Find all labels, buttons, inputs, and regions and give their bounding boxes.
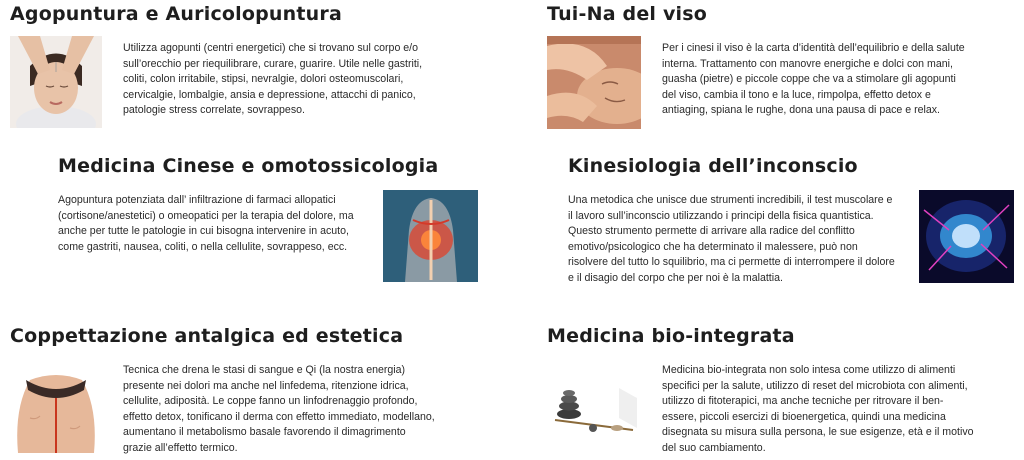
section-title-coppettazione: Coppettazione antalgica ed estetica [10, 325, 404, 347]
back-pain-image [383, 190, 478, 282]
section-text-coppettazione: Tecnica che drena le stasi di sangue e Qi (la nostra energia) presente nei dolori ma anche nel linfedema, ritenzione idrica, cellulite, adiposità. Le coppe fanno un linfodrenaggio profondo, effetto detox, tonificano il derma con effetto immediato, modellano, aumentano il metabolismo basale favorendo il dimagrimento grazie all’effetto termico. [123, 364, 435, 454]
section-text-kinesiologia: Una metodica che unisce due strumenti incredibili, il test muscolare e il lavoro sull’inconscio utilizzando i principi della fisica quantistica. Questo strumento permette di arrivare alla radice del conflitto emotivo/psicologico che ha determinato il malessere, può non risolvere del tutto lo squilibrio, ma ci permette di interrompere il dolore e il disagio del corpo che per noi è la malattia. [568, 194, 895, 284]
acupuncture-face-image [10, 36, 102, 128]
section-title-agopuntura: Agopuntura e Auricolopuntura [10, 3, 342, 25]
section-text-agopuntura: Utilizza agopunti (centri energetici) che si trovano sul corpo e/o sull’orecchio per riequilibrare, curare, guarire. Utile nelle gastriti, coliti, colon irritabile, stipsi, nevralgie, dolori osteomuscolari, cervicalgie, lombalgie, ansia e depressione, attacchi di panico, patologie stress correlate, sovrappeso. [123, 42, 423, 117]
cupping-body-image [10, 358, 103, 453]
face-massage-image [547, 36, 641, 129]
section-title-medicina-cinese: Medicina Cinese e omotossicologia [58, 155, 439, 177]
glowing-brain-image [919, 190, 1014, 283]
section-text-medicina-bio-integrata: Medicina bio-integrata non solo intesa come utilizzo di alimenti specifici per la salute, utilizzo di reset del microbiota con alimenti, utilizzo di fitoterapici, ma anche tecniche per ritrovare il ben-essere, piccoli esercizi di bioenergetica, quindi una medicina disegnata su misura sulla persona, le sue esigenze, età e il motivo del suo cambiamento. [662, 364, 974, 454]
section-title-kinesiologia: Kinesiologia dell’inconscio [568, 155, 858, 177]
section-text-medicina-cinese: Agopuntura potenziata dall’ infiltrazione di farmaci allopatici (cortisone/anestetici) o omeopatici per la terapia del dolore, ma anche per tutte le patologie in cui bisogna intervenire in acuto, come gastriti, nausea, coliti, o nella cellulite, sovrappeso, ecc. [58, 194, 354, 253]
balance-stones-image [547, 358, 642, 451]
section-text-tui-na: Per i cinesi il viso è la carta d’identità dell’equilibrio e della salute interna. Trattamento con manovre energiche e dolci con mani, guasha (pietre) e piccole coppe che va a stimolare gli agopunti del viso, cambia il tono e la luce, rimpolpa, effetto detox e antiaging, spiana le rughe, dona una pausa di pace e relax. [662, 42, 965, 117]
section-title-tui-na: Tui-Na del viso [547, 3, 708, 25]
section-title-medicina-bio-integrata: Medicina bio-integrata [547, 325, 795, 347]
